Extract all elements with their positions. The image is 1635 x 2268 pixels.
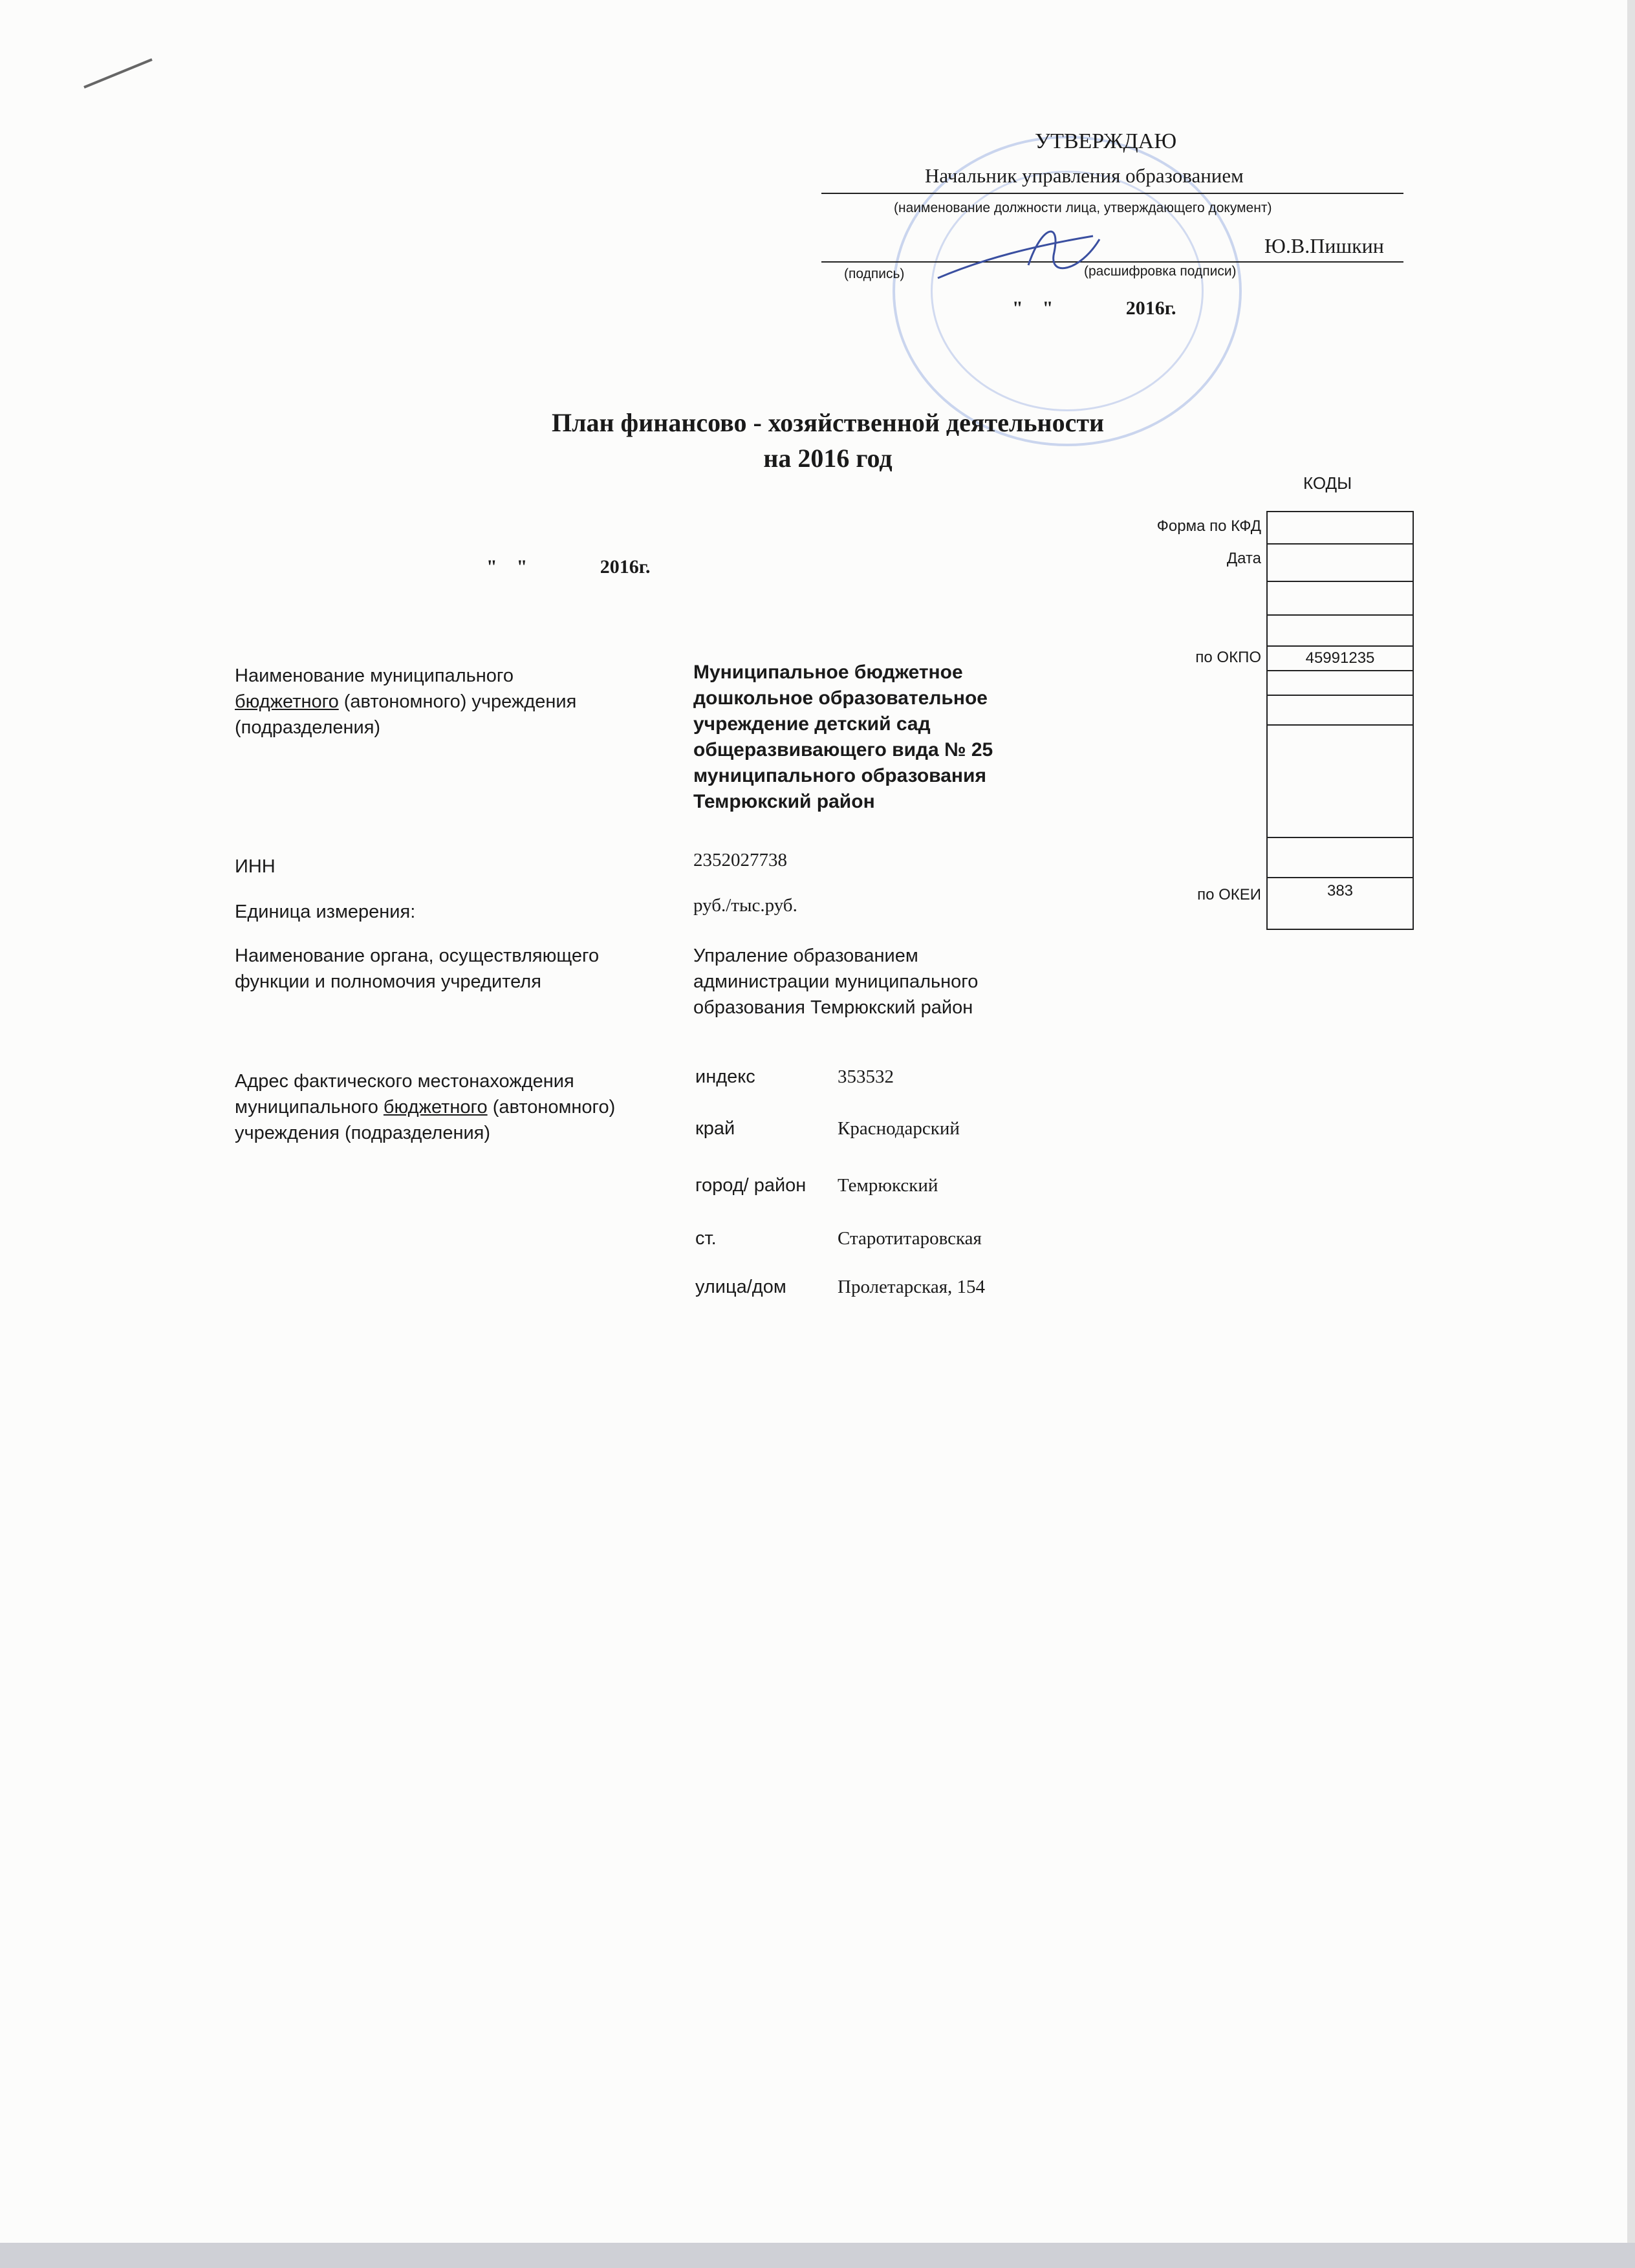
founder-value: Упраление образованием администрации муниципального образования Темрюкский район (693, 945, 979, 1018)
unit-value: руб./тыс.руб. (693, 895, 797, 916)
approval-name: Ю.В.Пишкин (1264, 234, 1384, 257)
approval-date: " " 2016г. (1012, 297, 1176, 319)
address-value-region: Краснодарский (838, 1118, 960, 1139)
approval-position-line (821, 193, 1403, 194)
address-value-index: 353532 (838, 1066, 894, 1087)
code-box-form (1266, 511, 1414, 545)
code-box-blank-3 (1266, 670, 1414, 696)
inn-label: ИНН (235, 856, 276, 877)
scan-edge-right (1627, 0, 1635, 2268)
code-box-blank-6 (1266, 837, 1414, 878)
code-box-date (1266, 543, 1414, 582)
institution-label: Наименование муниципального бюджетного (автономного) учреждения (подразделения) (235, 665, 577, 738)
approval-position: Начальник управления образованием (925, 164, 1244, 187)
address-label: Адрес фактического местонахождения муниципального бюджетного (автономного) учреждения (подразделения) (235, 1071, 616, 1143)
approval-heading: УТВЕРЖДАЮ (1035, 129, 1177, 153)
code-box-blank-2 (1266, 614, 1414, 647)
form-kfd-label: Форма по КФД (1156, 517, 1261, 535)
address-key-region: край (695, 1118, 735, 1139)
position-caption: (наименование должности лица, утверждающего документ) (894, 200, 1272, 215)
address-key-street: улица/дом (695, 1277, 786, 1297)
address-key-city: город/ район (695, 1175, 807, 1196)
codes-header: КОДЫ (1303, 473, 1352, 493)
signature-caption: (подпись) (844, 266, 905, 281)
inn-value: 2352027738 (693, 850, 787, 870)
code-box-blank-4 (1266, 695, 1414, 726)
okei-label: по ОКЕИ (1197, 886, 1261, 903)
address-value-street: Пролетарская, 154 (838, 1277, 986, 1297)
decipher-caption: (расшифровка подписи) (1084, 264, 1237, 279)
address-value-village: Старотитаровская (838, 1228, 982, 1249)
institution-name: Муниципальное бюджетное дошкольное образовательное учреждение детский сад общеразвивающего вида № 25 муниципального образования Темрюкский район (693, 662, 993, 812)
page-title: План финансово - хозяйственной деятельности (551, 408, 1105, 437)
document-date: " " 2016г. (486, 556, 651, 578)
address-value-city: Темрюкский (838, 1175, 938, 1196)
okpo-label: по ОКПО (1195, 649, 1261, 666)
scan-edge-bottom (0, 2243, 1635, 2268)
code-box-okpo: 45991235 (1266, 645, 1414, 671)
code-box-blank-1 (1266, 581, 1414, 616)
page-subtitle: на 2016 год (763, 444, 893, 473)
address-key-index: индекс (695, 1066, 755, 1087)
founder-label: Наименование органа, осуществляющего функции и полномочия учредителя (235, 945, 600, 992)
date-label: Дата (1226, 550, 1261, 567)
code-box-blank-5 (1266, 724, 1414, 838)
pen-mark (78, 52, 162, 91)
address-key-village: ст. (695, 1228, 717, 1249)
code-box-okei: 383 (1266, 877, 1414, 930)
signature (931, 213, 1138, 291)
unit-label: Единица измерения: (235, 902, 416, 922)
